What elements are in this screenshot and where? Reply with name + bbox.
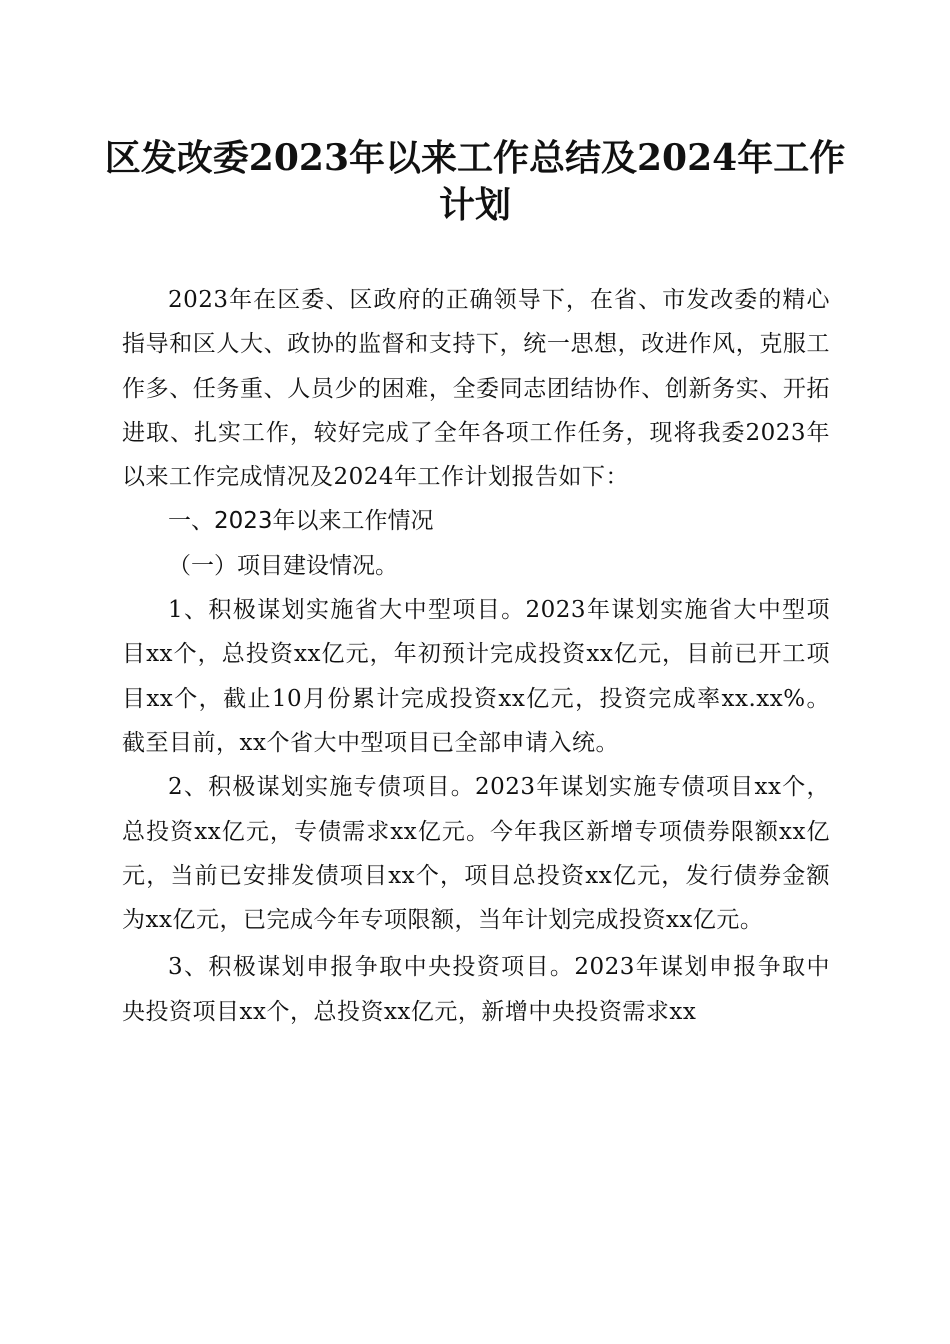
item-paragraph-2: 2、积极谋划实施专债项目。2023年谋划实施专债项目xx个，总投资xx亿元，专债需求xx亿元。今年我区新增专项债券限额xx亿元，当前已安排发债项目xx个，项目总投资xx亿元，发行债券金额为xx亿元，已完成今年专项限额，当年计划完成投资xx亿元。 bbox=[122, 774, 830, 934]
section-heading: 一、2023年以来工作情况 bbox=[168, 508, 434, 535]
document-title: 区发改委2023年以来工作总结及2024年工作计划 bbox=[104, 137, 846, 226]
subsection-heading: （一）项目建设情况。 bbox=[168, 552, 398, 579]
item-paragraph-1: 1、积极谋划实施省大中型项目。2023年谋划实施省大中型项目xx个，总投资xx亿元，年初预计完成投资xx亿元，目前已开工项目xx个，截止10月份累计完成投资xx亿元，投资完成率xx.xx%。截至目前，xx个省大中型项目已全部申请入统。 bbox=[122, 597, 830, 756]
intro-paragraph: 2023年在区委、区政府的正确领导下，在省、市发改委的精心指导和区人大、政协的监督和支持下，统一思想，改进作风，克服工作多、任务重、人员少的困难，全委同志团结协作、创新务实、开拓进取、扎实工作，较好完成了全年各项工作任务，现将我委2023年以来工作完成情况及2024年工作计划报告如下： bbox=[122, 287, 830, 491]
document-body bbox=[122, 278, 830, 1034]
item-paragraph-3: 3、积极谋划申报争取中央投资项目。2023年谋划申报争取中央投资项目xx个，总投资xx亿元，新增中央投资需求xx bbox=[122, 954, 830, 1025]
